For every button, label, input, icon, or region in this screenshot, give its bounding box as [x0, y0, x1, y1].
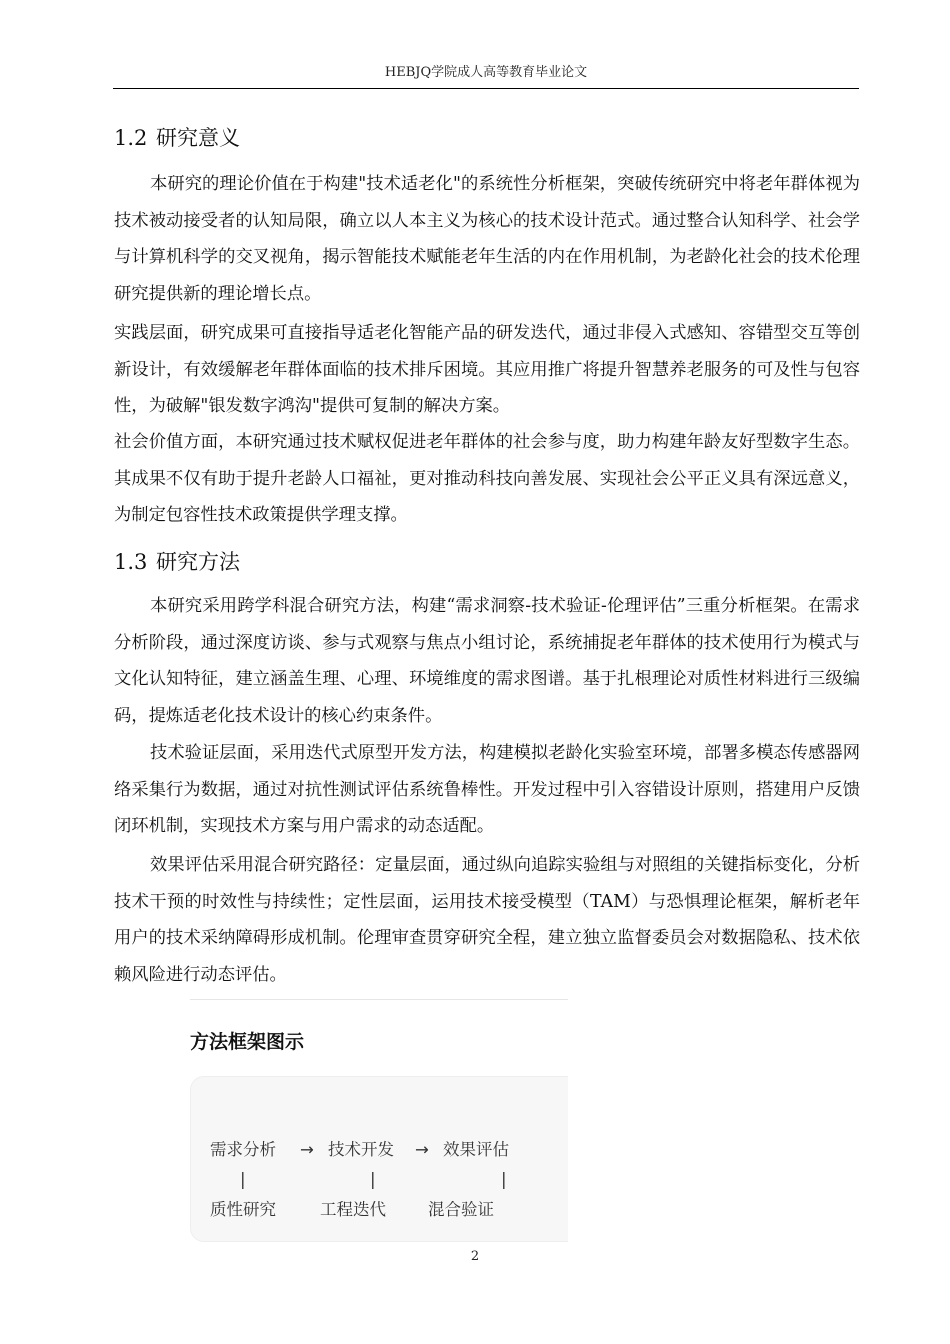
paragraph-effect-evaluation: 效果评估采用混合研究路径：定量层面，通过纵向追踪实验组与对照组的关键指标变化，分析技术干预的时效性与持续性；定性层面，运用技术接受模型（TAM）与恐惧理论框架，解析老年用户的技术采纳障碍形成机制。伦理审查贯穿研究全程，建立独立监督委员会对数据隐私、技术依赖风险进行动态评估。 — [114, 855, 860, 985]
node-tech-development: 技术开发 — [328, 1140, 394, 1159]
arrow-right-icon: → — [415, 1140, 429, 1159]
arrow-right-icon: → — [300, 1140, 314, 1159]
paragraph-theory-value: 本研究的理论价值在于构建"技术适老化"的系统性分析框架，突破传统研究中将老年群体视为技术被动接受者的认知局限，确立以人本主义为核心的技术设计范式。通过整合认知科学、社会学与计算机科学的交叉视角，揭示智能技术赋能老年生活的内在作用机制，为老龄化社会的技术伦理研究提供新的理论增长点。 — [114, 174, 860, 304]
node-mixed-validation: 混合验证 — [428, 1200, 494, 1219]
figure-title: 方法框架图示 — [190, 1031, 305, 1053]
section-heading-1-2 — [114, 124, 240, 152]
paragraph-technical-validation: 技术验证层面，采用迭代式原型开发方法，构建模拟老龄化实验室环境，部署多模态传感器网络采集行为数据，通过对抗性测试评估系统鲁棒性。开发过程中引入容错设计原则，搭建用户反馈闭环机制，实现技术方案与用户需求的动态适配。 — [114, 743, 860, 836]
connector-line: | — [501, 1170, 507, 1189]
page-number: 2 — [470, 1249, 480, 1264]
method-framework-figure — [190, 999, 568, 1247]
header-rule — [113, 88, 859, 89]
page-header: HEBJQ学院成人高等教育毕业论文 — [384, 65, 588, 80]
section-heading-1-3 — [114, 548, 240, 576]
paragraph-method-overview: 本研究采用跨学科混合研究方法，构建“需求洞察-技术验证-伦理评估”三重分析框架。在需求分析阶段，通过深度访谈、参与式观察与焦点小组讨论，系统捕捉老年群体的技术使用行为模式与文化认知特征，建立涵盖生理、心理、环境维度的需求图谱。基于扎根理论对质性材料进行三级编码，提炼适老化技术设计的核心约束条件。 — [114, 596, 860, 726]
paragraph-practice-value: 实践层面，研究成果可直接指导适老化智能产品的研发迭代，通过非侵入式感知、容错型交互等创新设计，有效缓解老年群体面临的技术排斥困境。其应用推广将提升智慧养老服务的可及性与包容性，为破解"银发数字鸿沟"提供可复制的解决方案。 — [114, 323, 860, 416]
section-title: 研究方法 — [156, 550, 240, 574]
node-effect-evaluation: 效果评估 — [443, 1140, 509, 1159]
figure-divider — [190, 999, 568, 1000]
node-qualitative-research: 质性研究 — [210, 1200, 276, 1219]
section-title: 研究意义 — [156, 126, 240, 150]
node-needs-analysis: 需求分析 — [210, 1140, 276, 1159]
paragraph-social-value: 社会价值方面，本研究通过技术赋权促进老年群体的社会参与度，助力构建年龄友好型数字生态。其成果不仅有助于提升老龄人口福祉，更对推动科技向善发展、实现社会公平正义具有深远意义，为制定包容性技术政策提供学理支撑。 — [114, 432, 860, 525]
node-engineering-iteration: 工程迭代 — [320, 1200, 386, 1219]
section-number: 1.3 — [114, 550, 148, 574]
section-number: 1.2 — [114, 126, 148, 150]
connector-line: | — [370, 1170, 376, 1189]
connector-line: | — [240, 1170, 246, 1189]
framework-diagram-card — [190, 1076, 568, 1242]
